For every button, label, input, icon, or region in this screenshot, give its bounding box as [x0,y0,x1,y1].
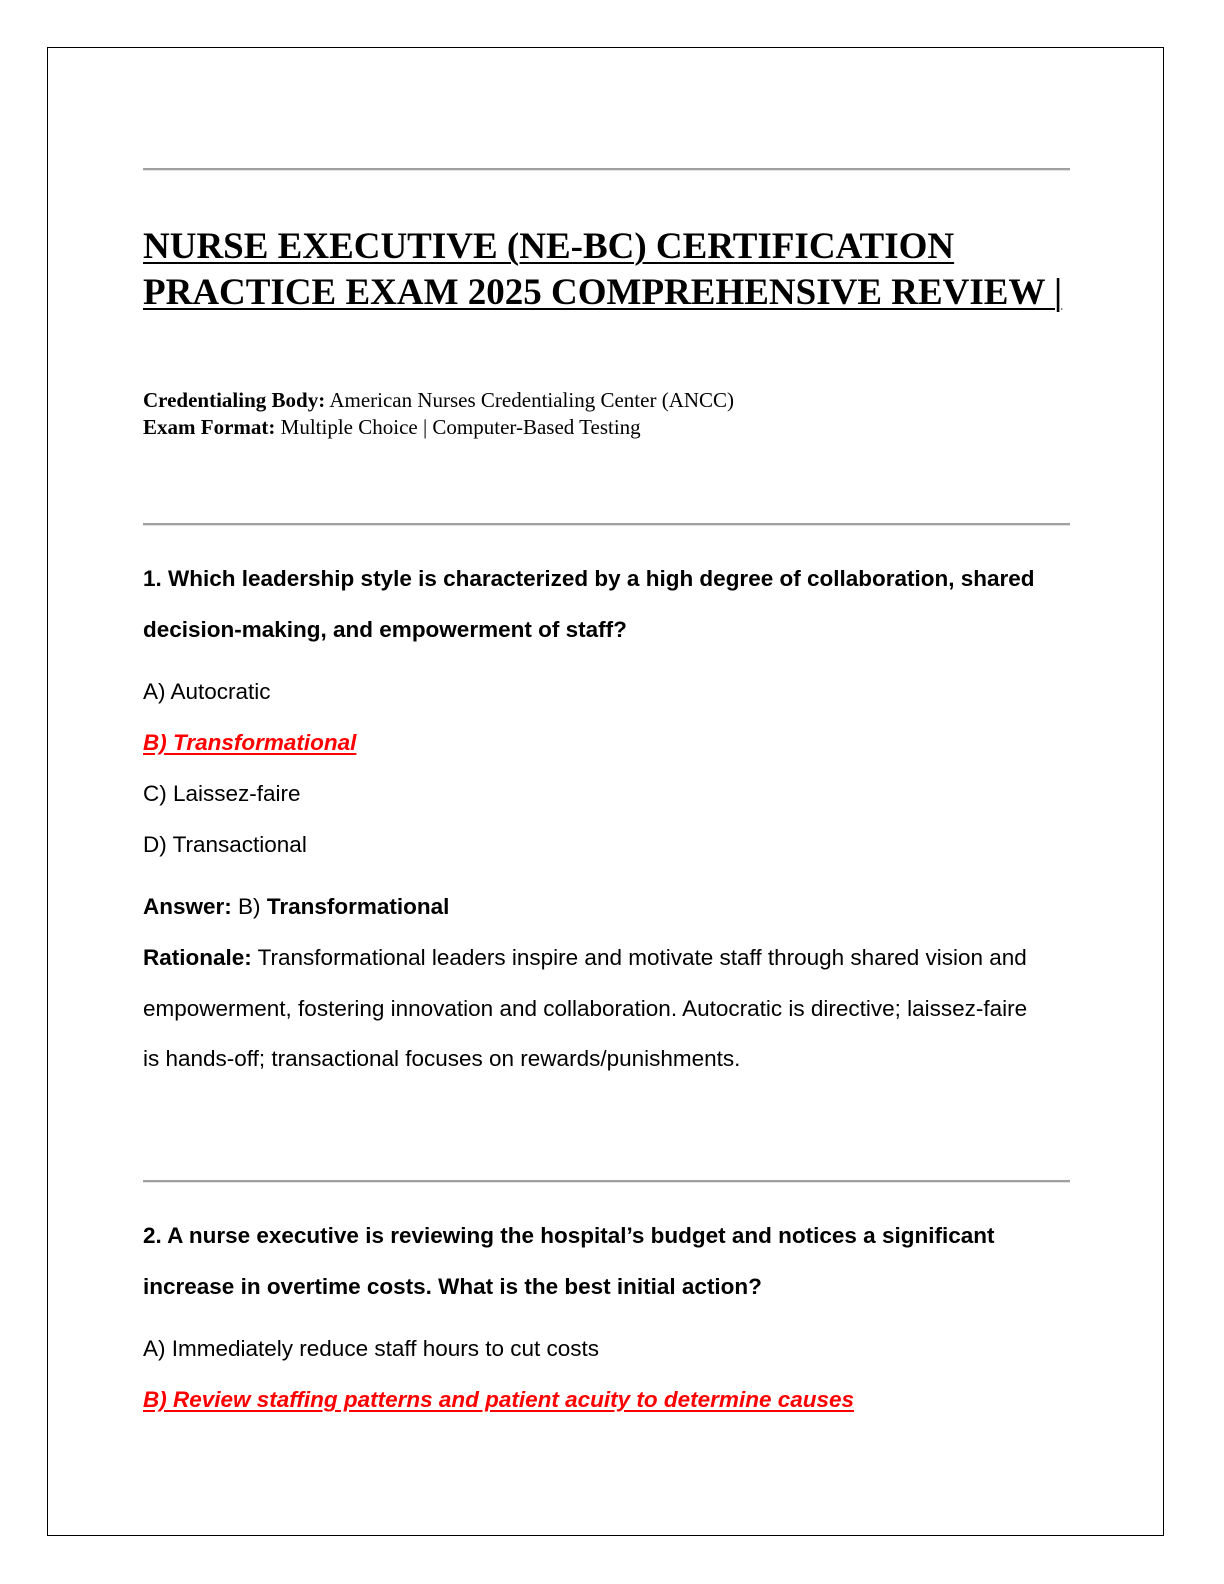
answer-text: Transformational [266,894,450,919]
question-1-rationale [143,933,1043,1085]
credentialing-label: Credentialing Body: [143,388,326,412]
exam-format-label: Exam Format: [143,415,276,439]
question-1-option-d: D) Transactional [143,832,307,857]
question-1-text: 1. Which leadership style is characterized by a high degree of collaboration, shared decision-making, and empowerment of staff? [143,566,1035,642]
correct-answer-highlight: B) Transformational [143,730,357,755]
horizontal-rule [143,1180,1070,1183]
question-2-option-a: A) Immediately reduce staff hours to cut costs [143,1336,600,1361]
horizontal-rule [143,168,1070,171]
question-1-option-c: C) Laissez-faire [143,781,301,806]
exam-format-value: Multiple Choice | Computer-Based Testing [280,415,641,439]
answer-letter: B) [238,894,261,919]
document-title: NURSE EXECUTIVE (NE-BC) CERTIFICATION PRACTICE EXAM 2025 COMPREHENSIVE REVIEW | [143,226,1063,313]
exam-format-line [143,414,641,441]
question-1-option-b [143,718,356,769]
rationale-text: Transformational leaders inspire and motivate staff through shared vision and empowerment, fostering innovation and collaboration. Autocratic is directive; laissez-faire is hands-off; transactional focuses on rewards/punishments. [143,945,1028,1071]
answer-label: Answer: [143,894,232,919]
question-1-answer [143,882,449,933]
rationale-label: Rationale: [143,945,252,970]
question-2-text: 2. A nurse executive is reviewing the hospital’s budget and notices a significant increase in overtime costs. What is the best initial action? [143,1223,995,1299]
credentialing-value: American Nurses Credentialing Center (ANCC) [329,388,735,412]
correct-answer-highlight: B) Review staffing patterns and patient acuity to determine causes [143,1387,855,1412]
question-1-option-a: A) Autocratic [143,679,271,704]
horizontal-rule [143,523,1070,526]
question-2-option-b [143,1375,854,1426]
credentialing-body-line [143,387,734,414]
